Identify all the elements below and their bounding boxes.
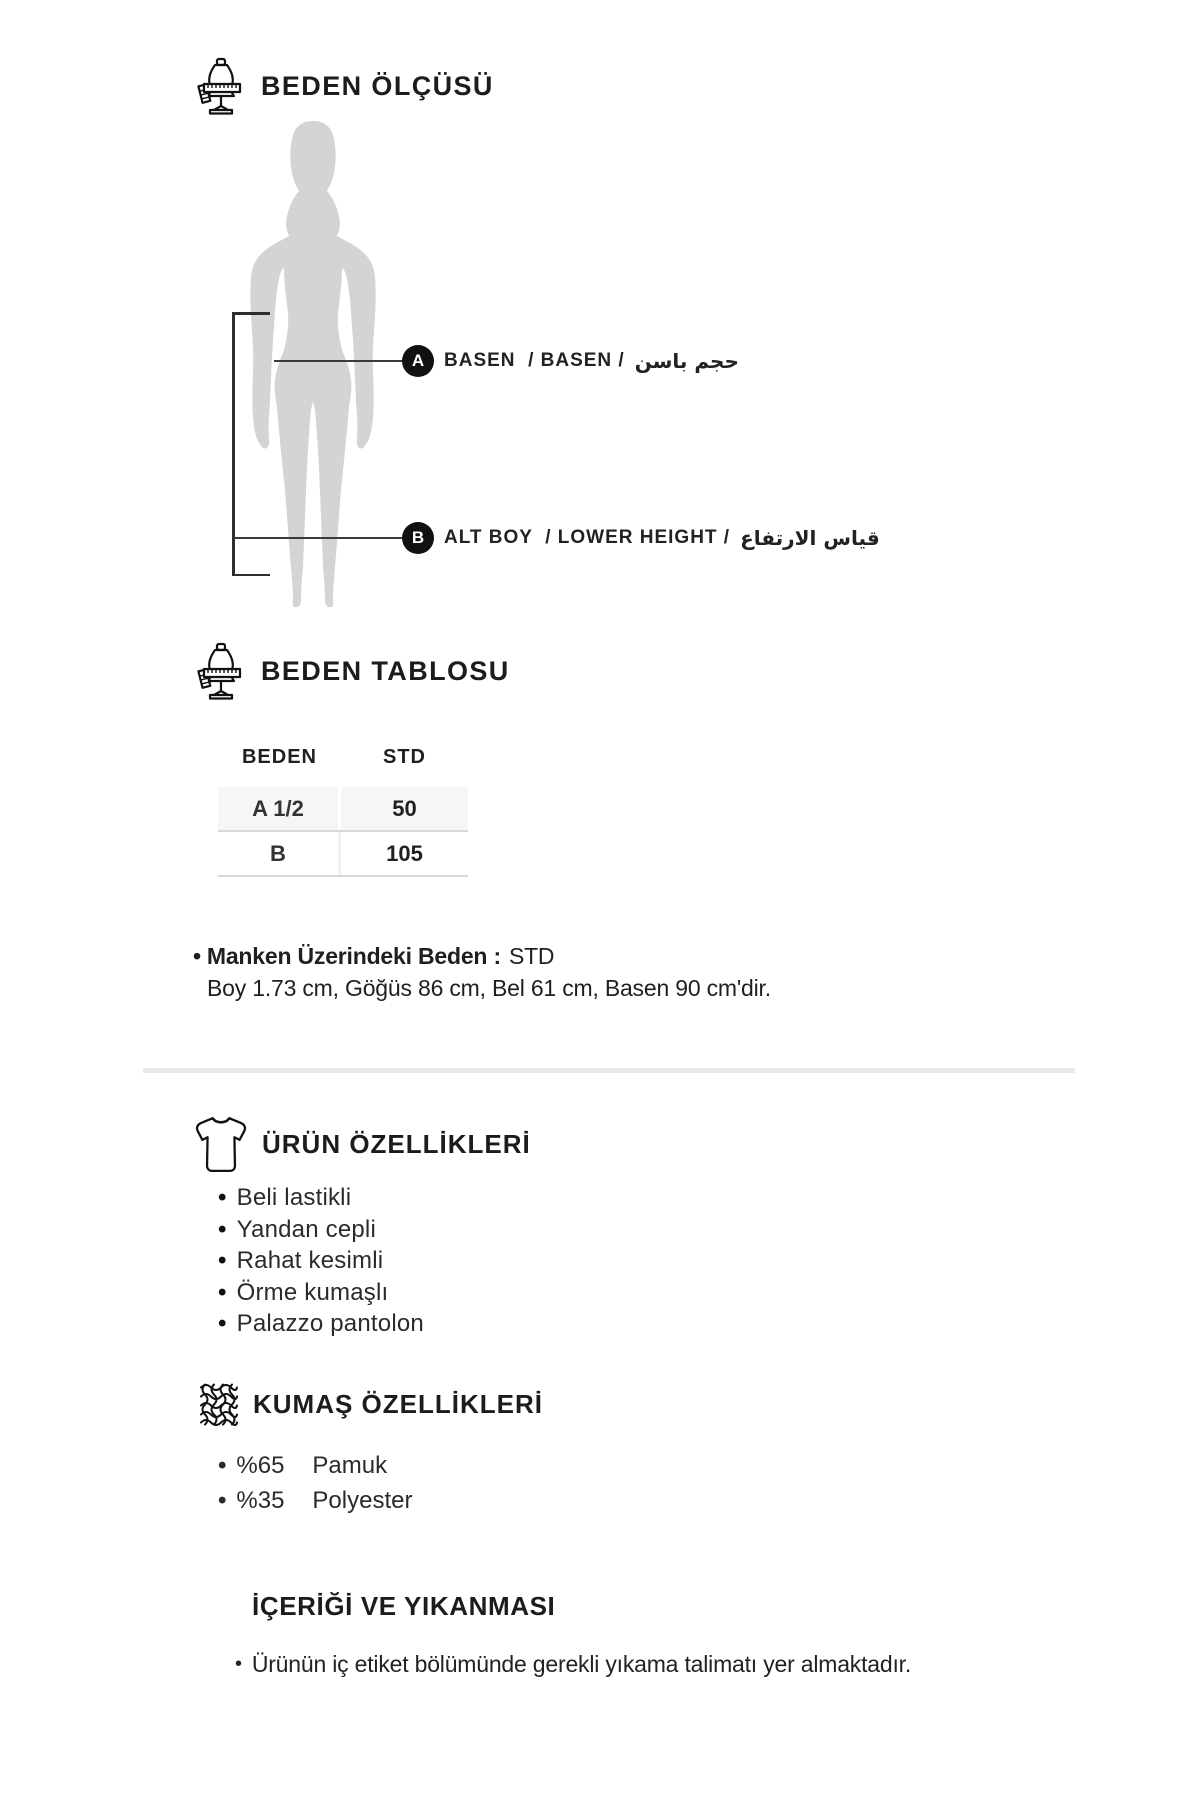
label-basen [444, 345, 739, 377]
bullet-point: • [193, 943, 201, 969]
care-header [252, 1582, 555, 1630]
list-item [218, 1448, 412, 1483]
label-alt-boy-arabic: قياس الارتفاع [740, 526, 880, 550]
size-guide-header [195, 57, 494, 115]
label-basen-latin: BASEN / BASEN / [444, 350, 625, 371]
badge-a: A [402, 345, 434, 377]
mannequin-icon [195, 642, 247, 700]
list-item [218, 1483, 412, 1518]
list-item: • Yandan cepli [218, 1214, 424, 1246]
label-basen-arabic: حجم باسن [634, 349, 739, 373]
care-note-text: Ürünün iç etiket bölümünde gerekli yıkama talimatı yer almaktadır. [251, 1651, 912, 1677]
badge-b: B [402, 522, 434, 554]
label-alt-boy [444, 522, 880, 554]
row-b-value: 105 [386, 840, 423, 866]
fabric-percent: %65 [236, 1452, 285, 1479]
model-measurements: Boy 1.73 cm, Göğüs 86 cm, Bel 61 cm, Basen 90 cm'dir. [207, 975, 771, 1001]
mannequin-icon [195, 57, 247, 115]
fabric-percent: %35 [236, 1487, 285, 1514]
size-table [218, 737, 468, 877]
row-b-label: B [218, 832, 341, 875]
care-title: İÇERİĞİ VE YIKANMASI [252, 1590, 556, 1621]
table-row [218, 832, 468, 877]
measure-line-a [274, 360, 403, 362]
list-item: • Rahat kesimli [218, 1245, 424, 1277]
list-item: • Palazzo pantolon [218, 1308, 424, 1340]
col-header-beden: BEDEN [241, 745, 317, 768]
bullet-point: • [235, 1653, 242, 1675]
model-size-info [193, 940, 771, 1004]
model-size-value: STD [508, 943, 555, 969]
bullet-point: • [218, 1487, 227, 1514]
row-a-value: 50 [341, 787, 468, 830]
fabric-name: Pamuk [312, 1452, 388, 1479]
section-divider [143, 1068, 1075, 1073]
table-row [218, 787, 468, 832]
size-table-header [195, 642, 510, 700]
product-features-header [192, 1113, 531, 1175]
size-table-header-row [218, 737, 468, 777]
size-table-title: BEDEN TABLOSU [261, 655, 510, 686]
list-item: • Örme kumaşlı [218, 1277, 424, 1309]
measure-line-b [234, 537, 403, 539]
row-a-label: A 1/2 [218, 787, 341, 830]
care-note [235, 1648, 970, 1680]
bracket-bottom-tick [232, 574, 270, 577]
fabric-title: KUMAŞ ÖZELLİKLERİ [253, 1388, 543, 1419]
product-features-list [218, 1182, 424, 1340]
body-silhouette-figure [228, 121, 398, 608]
col-header-std: STD [383, 745, 426, 768]
bullet-point: • [218, 1452, 227, 1479]
model-size-label: Manken Üzerindeki Beden : [206, 943, 501, 969]
fabric-name: Polyester [312, 1487, 413, 1514]
fabric-composition-list [218, 1448, 412, 1518]
size-guide-title: BEDEN ÖLÇÜSÜ [261, 70, 494, 101]
list-item: • Beli lastikli [218, 1182, 424, 1214]
bracket-top-tick [232, 312, 270, 315]
tshirt-icon [192, 1113, 250, 1175]
fabric-weave-icon [199, 1381, 239, 1428]
fabric-header [199, 1378, 543, 1430]
product-features-title: ÜRÜN ÖZELLİKLERİ [262, 1128, 531, 1159]
label-alt-boy-latin: ALT BOY / LOWER HEIGHT / [444, 527, 731, 548]
